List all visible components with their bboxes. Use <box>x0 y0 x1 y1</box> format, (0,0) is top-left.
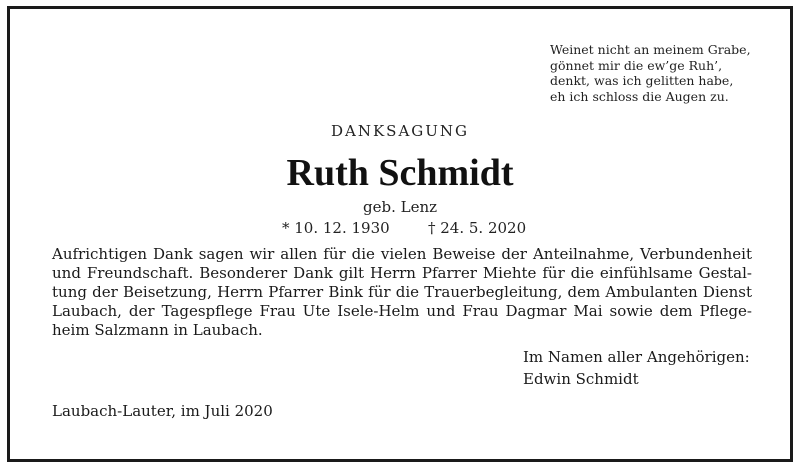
poem-line: gönnet mir die ew’ge Ruh’, <box>550 57 723 73</box>
poem-line: denkt, was ich gelitten habe, <box>550 73 734 88</box>
maiden-name: geb. Lenz <box>362 198 438 216</box>
paragraph-line: Laubach, der Tagespflege Frau Ute Isele-Helm und Frau Dagmar Mai sowie dem Pflege- <box>52 302 752 320</box>
signature-intro: Im Namen aller Angehörigen: <box>523 348 750 366</box>
birth-date: * 10. 12. 1930 <box>282 219 390 237</box>
poem-line: eh ich schloss die Augen zu. <box>550 88 729 104</box>
place-and-date: Laubach-Lauter, im Juli 2020 <box>52 402 273 420</box>
notice-heading: DANKSAGUNG <box>330 122 470 140</box>
signature-name: Edwin Schmidt <box>523 370 639 388</box>
deceased-name: Ruth Schmidt <box>286 152 514 194</box>
death-date: † 24. 5. 2020 <box>428 219 527 237</box>
paragraph-line: heim Salzmann in Laubach. <box>52 321 263 339</box>
paragraph-line: Aufrichtigen Dank sagen wir allen für die vielen Beweise der Anteilnahme, Verbundenheit <box>52 245 752 263</box>
memorial-poem <box>550 42 751 104</box>
paragraph-line: und Freundschaft. Besonderer Dank gilt Herrn Pfarrer Miehte für die einfühlsame Gestal- <box>52 264 752 282</box>
thanks-paragraph <box>52 245 752 340</box>
signature-block <box>523 346 750 390</box>
poem-line: Weinet nicht an meinem Grabe, <box>550 42 751 57</box>
paragraph-line: tung der Beisetzung, Herrn Pfarrer Bink für die Trauerbegleitung, dem Ambulanten Dienst <box>52 283 752 301</box>
